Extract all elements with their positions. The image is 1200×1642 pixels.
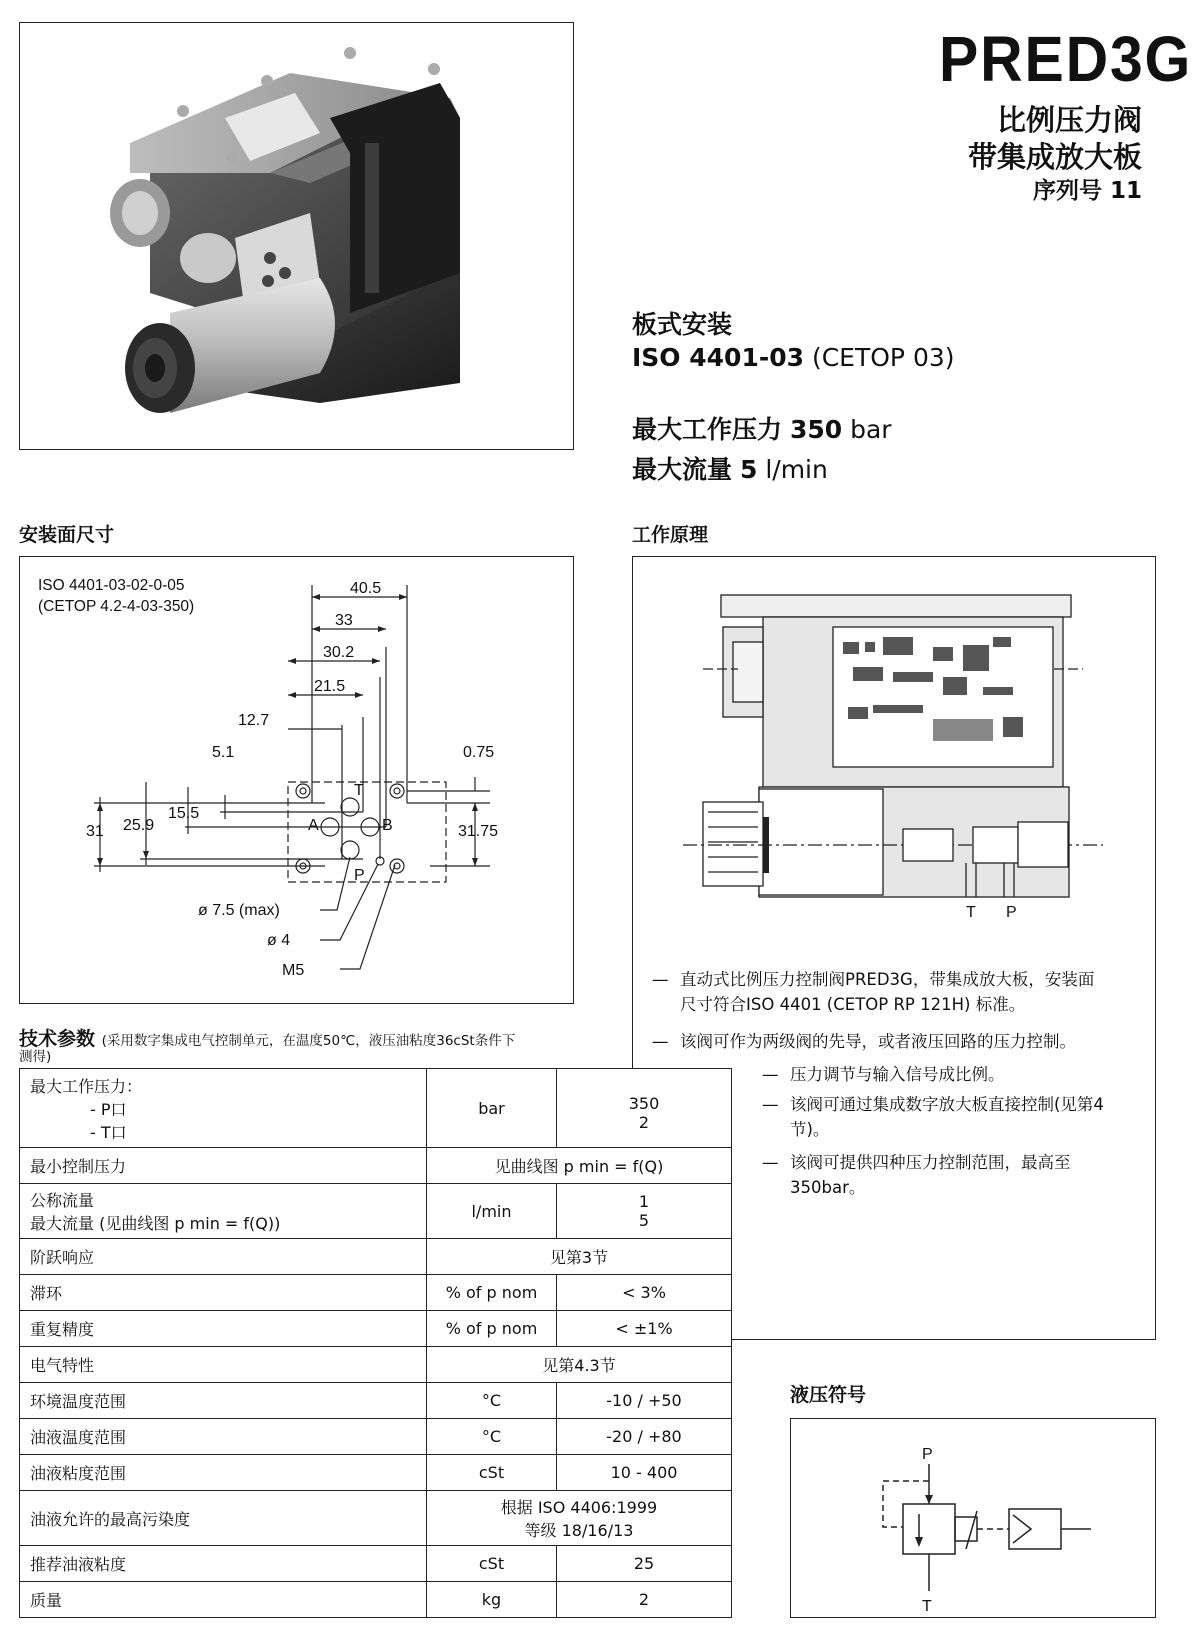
symbol-title: 液压符号: [790, 1384, 867, 1406]
dimensions-box: [19, 556, 574, 1004]
tech-data-table: [19, 1068, 732, 1618]
working-bullet-4: — 该阀可通过集成数字放大板直接控制(见第4 节)。: [762, 1095, 1104, 1139]
tech-note-2: 测得): [19, 1049, 52, 1065]
table-row: 质量 kg 2: [20, 1582, 732, 1618]
callout-pin: ø 4: [267, 932, 291, 949]
dim-12-7: 12.7: [238, 712, 270, 729]
dim-33: 33: [335, 612, 353, 629]
dim-31: 31: [86, 823, 104, 840]
tech-title: 技术参数 (采用数字集成电气控制单元，在温度50℃，液压油粘度36cSt条件下: [19, 1028, 516, 1050]
table-row: 油液温度范围 °C -20 / +80: [20, 1419, 732, 1455]
dim-15-5: 15.5: [168, 805, 200, 822]
working-bullet-1: — 直动式比例压力控制阀PRED3G，带集成放大板，安装面 尺寸符合ISO 4401 (CETOP RP 121H) 标准。: [652, 970, 1095, 1014]
table-row: 油液允许的最高污染度 根据 ISO 4406:1999 等级 18/16/13: [20, 1491, 732, 1546]
work-port-p: P: [1006, 904, 1017, 921]
callout-bore: ø 7.5 (max): [198, 902, 280, 919]
dim-40-5: 40.5: [350, 580, 382, 597]
table-row: 重复精度 % of p nom < ±1%: [20, 1311, 732, 1347]
max-pressure: 最大工作压力 350 bar: [632, 415, 892, 444]
port-p-label: P: [354, 867, 365, 884]
valve-section-drawing: [633, 557, 1154, 937]
dim-5-1: 5.1: [212, 744, 235, 761]
dim-spec-1: ISO 4401-03-02-0-05: [38, 577, 185, 594]
working-bullet-3: — 压力调节与输入信号成比例。: [762, 1065, 1005, 1084]
port-b-label: B: [382, 817, 393, 834]
subtitle-2: 带集成放大板: [967, 140, 1142, 174]
working-bullet-5: — 该阀可提供四种压力控制范围，最高至 350bar。: [762, 1153, 1071, 1197]
working-title: 工作原理: [632, 524, 709, 546]
symbol-port-p: P: [922, 1446, 933, 1463]
product-photo-frame: [19, 22, 574, 450]
table-row: 油液粘度范围 cSt 10 - 400: [20, 1455, 732, 1491]
port-t-label: T: [354, 782, 364, 799]
table-row: 电气特性 见第4.3节: [20, 1347, 732, 1383]
hydraulic-symbol-box: [790, 1418, 1156, 1618]
hydraulic-symbol: [791, 1419, 1154, 1616]
table-row: 最小控制压力 见曲线图 p min = f(Q): [20, 1148, 732, 1184]
callout-thread: M5: [282, 962, 305, 979]
working-bullet-2: — 该阀可作为两级阀的先导，或者液压回路的压力控制。: [652, 1032, 1076, 1051]
dim-21-5: 21.5: [314, 678, 346, 695]
mount-type: 板式安装: [632, 310, 733, 339]
dim-30-2: 30.2: [323, 644, 355, 661]
model-title: PRED3G: [938, 23, 1192, 95]
max-flow: 最大流量 5 l/min: [632, 455, 828, 484]
port-a-label: A: [308, 817, 319, 834]
series-number: 序列号 11: [1032, 178, 1142, 204]
subtitle-1: 比例压力阀: [996, 103, 1142, 137]
table-row: 推荐油液粘度 cSt 25: [20, 1546, 732, 1582]
dim-31-75: 31.75: [458, 823, 499, 840]
valve-product-photo: [20, 23, 572, 448]
table-row: 滞环 % of p nom < 3%: [20, 1275, 732, 1311]
symbol-port-t: T: [922, 1598, 932, 1615]
dim-25-9: 25.9: [123, 817, 155, 834]
dim-0-75: 0.75: [463, 744, 495, 761]
table-row: 公称流量 最大流量 (见曲线图 p min = f(Q)) l/min 1 5: [20, 1184, 732, 1239]
dim-spec-2: (CETOP 4.2-4-03-350): [38, 598, 195, 615]
table-row: 阶跃响应 见第3节: [20, 1239, 732, 1275]
dimensions-title: 安装面尺寸: [19, 524, 115, 546]
table-row: 环境温度范围 °C -10 / +50: [20, 1383, 732, 1419]
mount-standard: ISO 4401-03 (CETOP 03): [632, 343, 955, 372]
work-port-t: T: [966, 904, 976, 921]
table-row: 最大工作压力： - P口 - T口 bar 350 2: [20, 1069, 732, 1148]
mounting-surface-drawing: [20, 557, 572, 1002]
